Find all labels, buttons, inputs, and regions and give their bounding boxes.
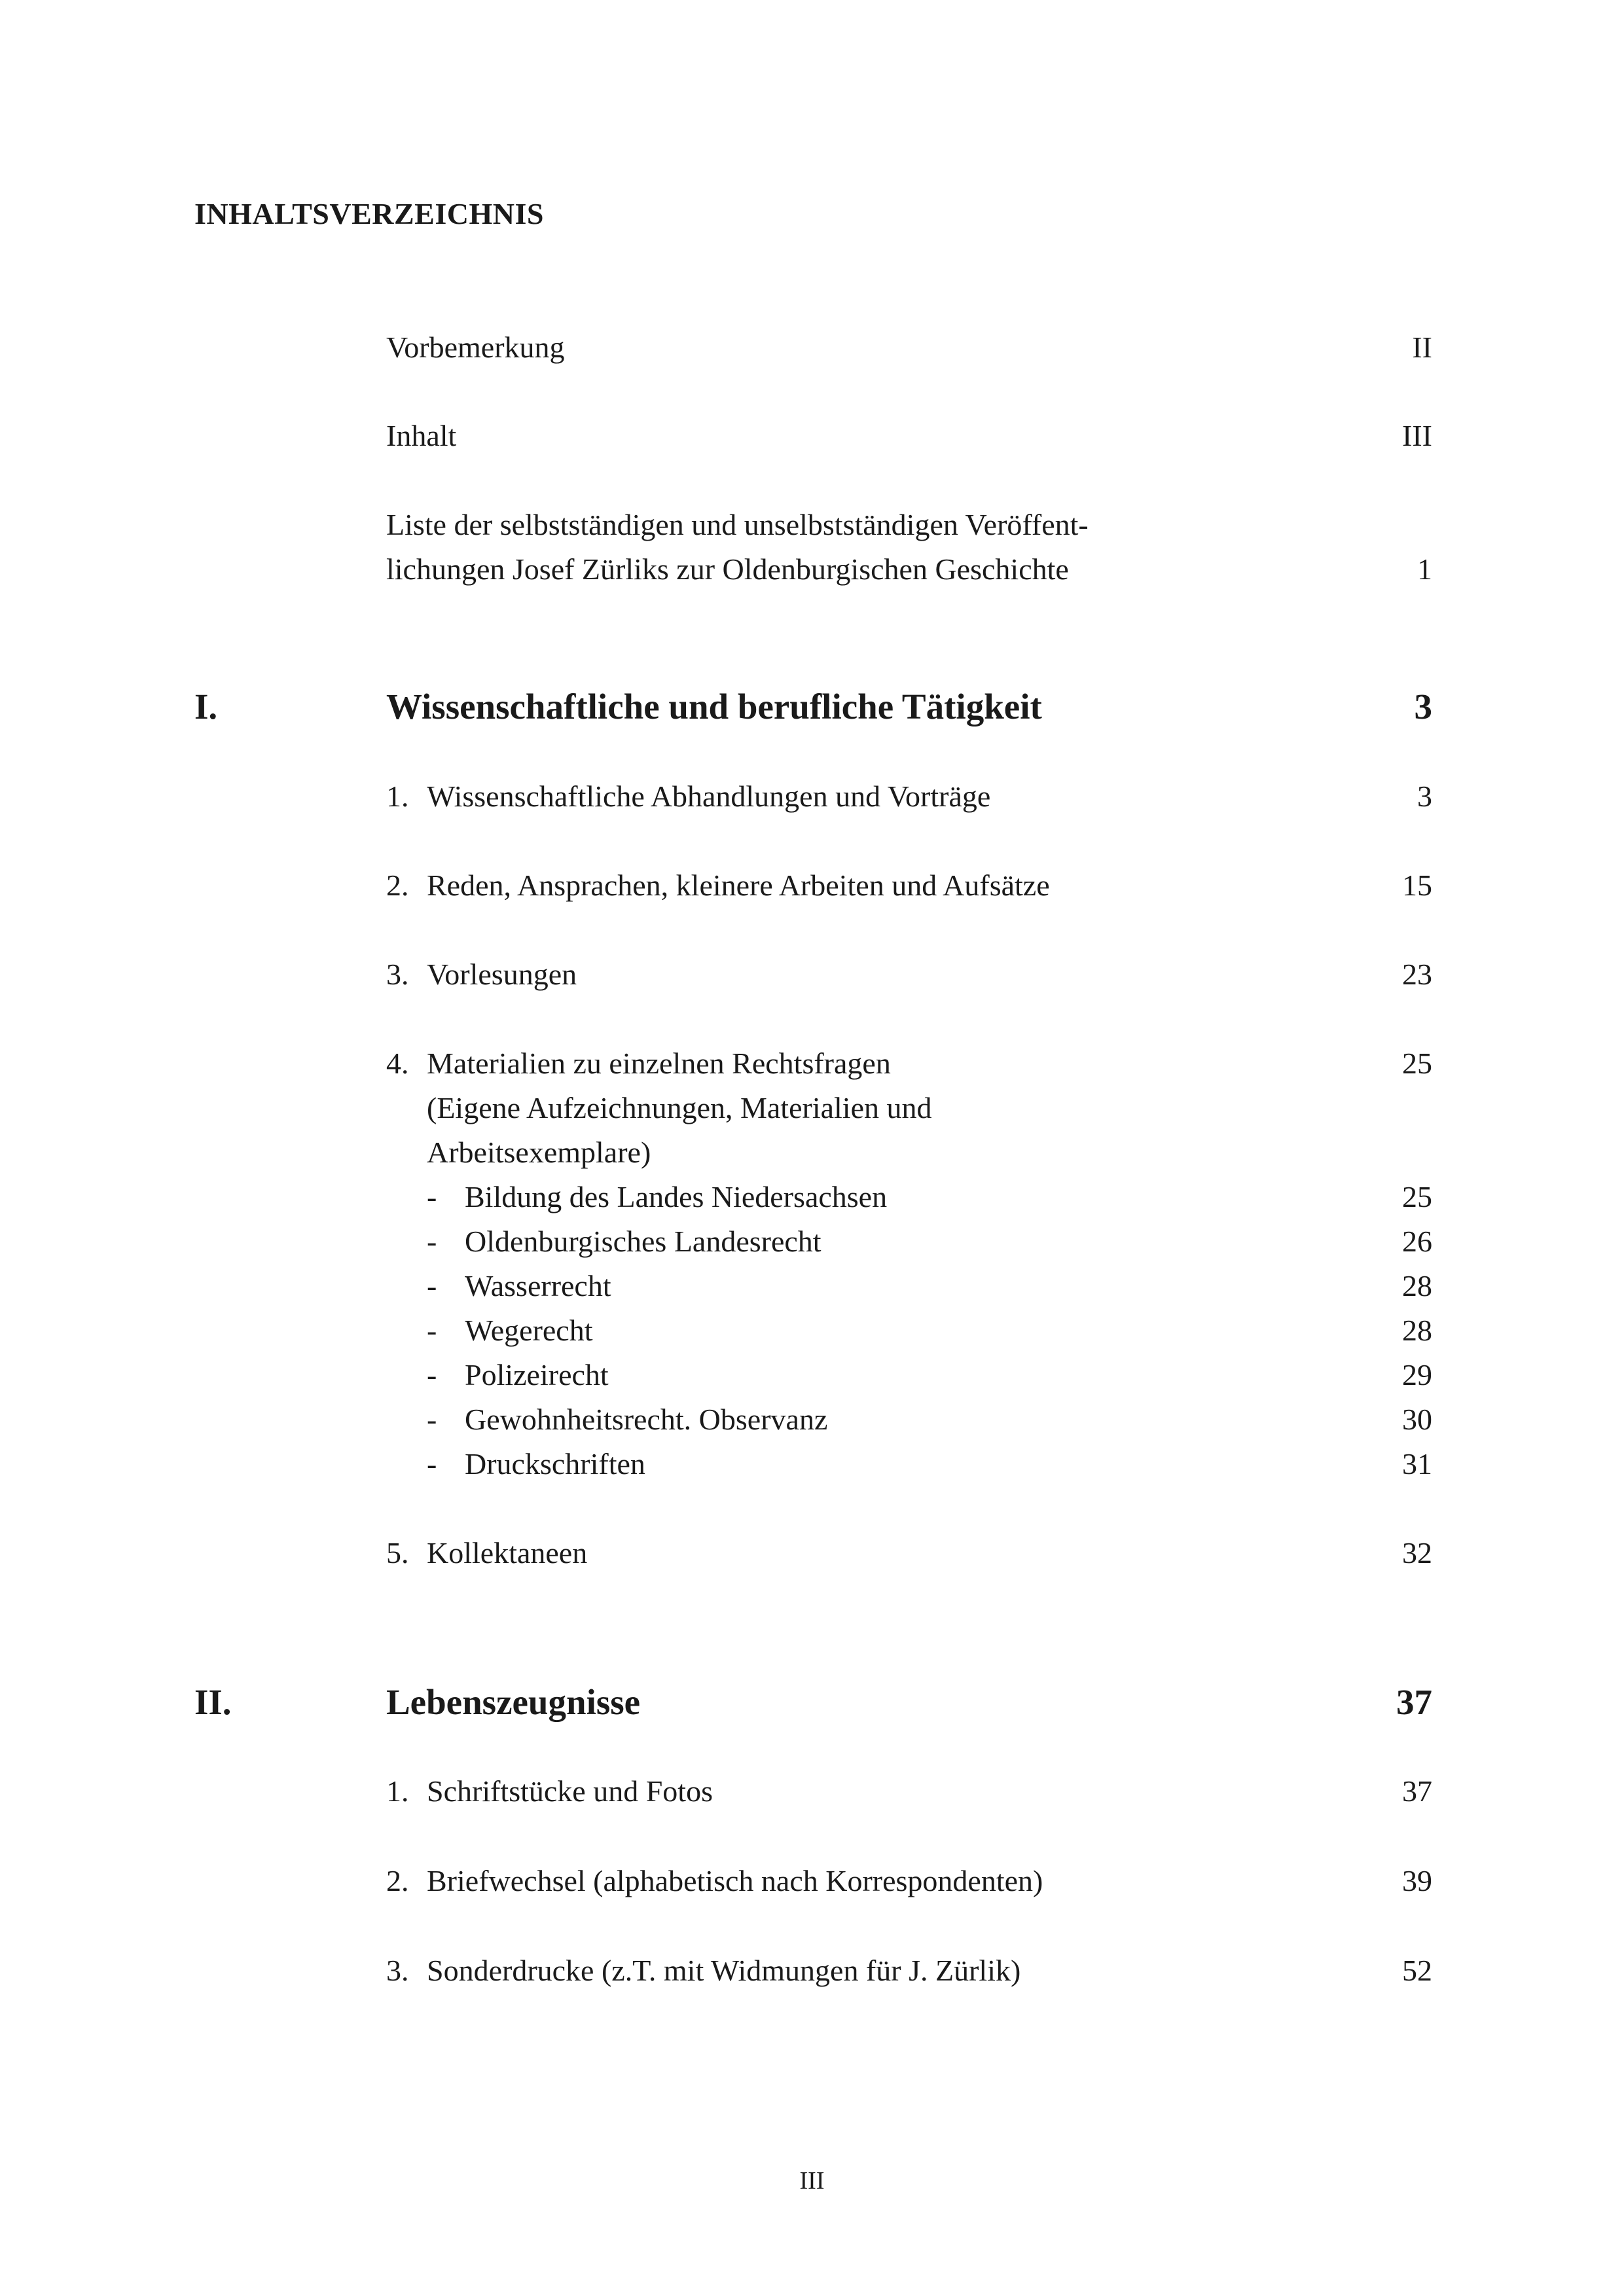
dash-entry-page: 29 [1402, 1358, 1432, 1391]
dash-entry-text: Gewohnheitsrecht. Observanz [465, 1403, 828, 1436]
subentry-number: 3. [386, 1954, 409, 1987]
dash-bullet: - [427, 1403, 437, 1436]
toc-entry-page: III [1402, 419, 1432, 452]
toc-entry-vorbemerkung [386, 325, 1432, 370]
dash-entry-text: Wegerecht [465, 1314, 593, 1347]
subentry-number: 5. [386, 1536, 409, 1570]
subentry-number: 3. [386, 958, 409, 991]
dash-entry-page: 28 [1402, 1269, 1432, 1302]
section-page: 37 [1396, 1682, 1432, 1722]
subentry-continuation: Arbeitsexemplare) [427, 1136, 651, 1169]
dash-entry-text: Oldenburgisches Landesrecht [465, 1225, 821, 1258]
subentry-page: 23 [1402, 958, 1432, 991]
dash-entry-page: 25 [1402, 1180, 1432, 1213]
page-title: INHALTSVERZEICHNIS [194, 197, 544, 230]
subentry-text: Vorlesungen [427, 958, 577, 991]
subentry-page: 15 [1402, 869, 1432, 902]
subentry-number: 2. [386, 1864, 409, 1897]
section-roman: II. [194, 1682, 232, 1722]
subentry-page: 37 [1402, 1774, 1432, 1808]
subentry-page: 52 [1402, 1954, 1432, 1987]
toc-entry-text: Inhalt [386, 419, 457, 452]
subentry-text: Reden, Ansprachen, kleinere Arbeiten und Aufsätze [427, 869, 1050, 902]
dash-bullet: - [427, 1225, 437, 1258]
dash-bullet: - [427, 1180, 437, 1213]
dash-bullet: - [427, 1314, 437, 1347]
dash-bullet: - [427, 1269, 437, 1302]
section-title: Lebenszeugnisse [386, 1682, 641, 1722]
dash-entry-text: Polizeirecht [465, 1358, 609, 1391]
dash-entry-text: Bildung des Landes Niedersachsen [465, 1180, 888, 1213]
dash-entry-page: 30 [1402, 1403, 1432, 1436]
subentry-page: 25 [1402, 1047, 1432, 1080]
subentry-number: 2. [386, 869, 409, 902]
page-number-footer: III [799, 2167, 825, 2195]
toc-entry-page: II [1412, 331, 1432, 364]
dash-bullet: - [427, 1358, 437, 1391]
section-roman: I. [194, 687, 218, 726]
section-page: 3 [1414, 687, 1432, 726]
subentry-text: Schriftstücke und Fotos [427, 1774, 713, 1808]
subentry-text: Briefwechsel (alphabetisch nach Korrespondenten) [427, 1864, 1043, 1897]
dash-entry-text: Druckschriften [465, 1447, 645, 1480]
toc-entry-text-line1: Liste der selbstständigen und unselbstständigen Veröffent- [386, 508, 1089, 541]
dash-entry-page: 28 [1402, 1314, 1432, 1347]
subentry-page: 3 [1417, 780, 1432, 813]
dash-entry-page: 31 [1402, 1447, 1432, 1480]
toc-entry-liste [386, 503, 1432, 592]
toc-entry-inhalt [386, 414, 1432, 458]
dash-bullet: - [427, 1447, 437, 1480]
toc-entry-text: Vorbemerkung [386, 331, 565, 364]
subentry-text: Materialien zu einzelnen Rechtsfragen [427, 1047, 891, 1080]
subentry-number: 1. [386, 1774, 409, 1808]
toc-entry-text-line2: lichungen Josef Zürliks zur Oldenburgischen Geschichte [386, 552, 1069, 586]
section-title: Wissenschaftliche und berufliche Tätigkeit [386, 687, 1042, 726]
dash-entry-text: Wasserrecht [465, 1269, 611, 1302]
subentry-continuation: (Eigene Aufzeichnungen, Materialien und [427, 1091, 932, 1124]
subentry-text: Sonderdrucke (z.T. mit Widmungen für J. Zürlik) [427, 1954, 1021, 1987]
subentry-page: 32 [1402, 1536, 1432, 1570]
subentry-text: Kollektaneen [427, 1536, 588, 1570]
toc-entry-page: 1 [1417, 552, 1432, 586]
dash-entry-page: 26 [1402, 1225, 1432, 1258]
subentry-text: Wissenschaftliche Abhandlungen und Vorträge [427, 780, 991, 813]
subentry-page: 39 [1402, 1864, 1432, 1897]
subentry-number: 4. [386, 1047, 409, 1080]
subentry-number: 1. [386, 780, 409, 813]
